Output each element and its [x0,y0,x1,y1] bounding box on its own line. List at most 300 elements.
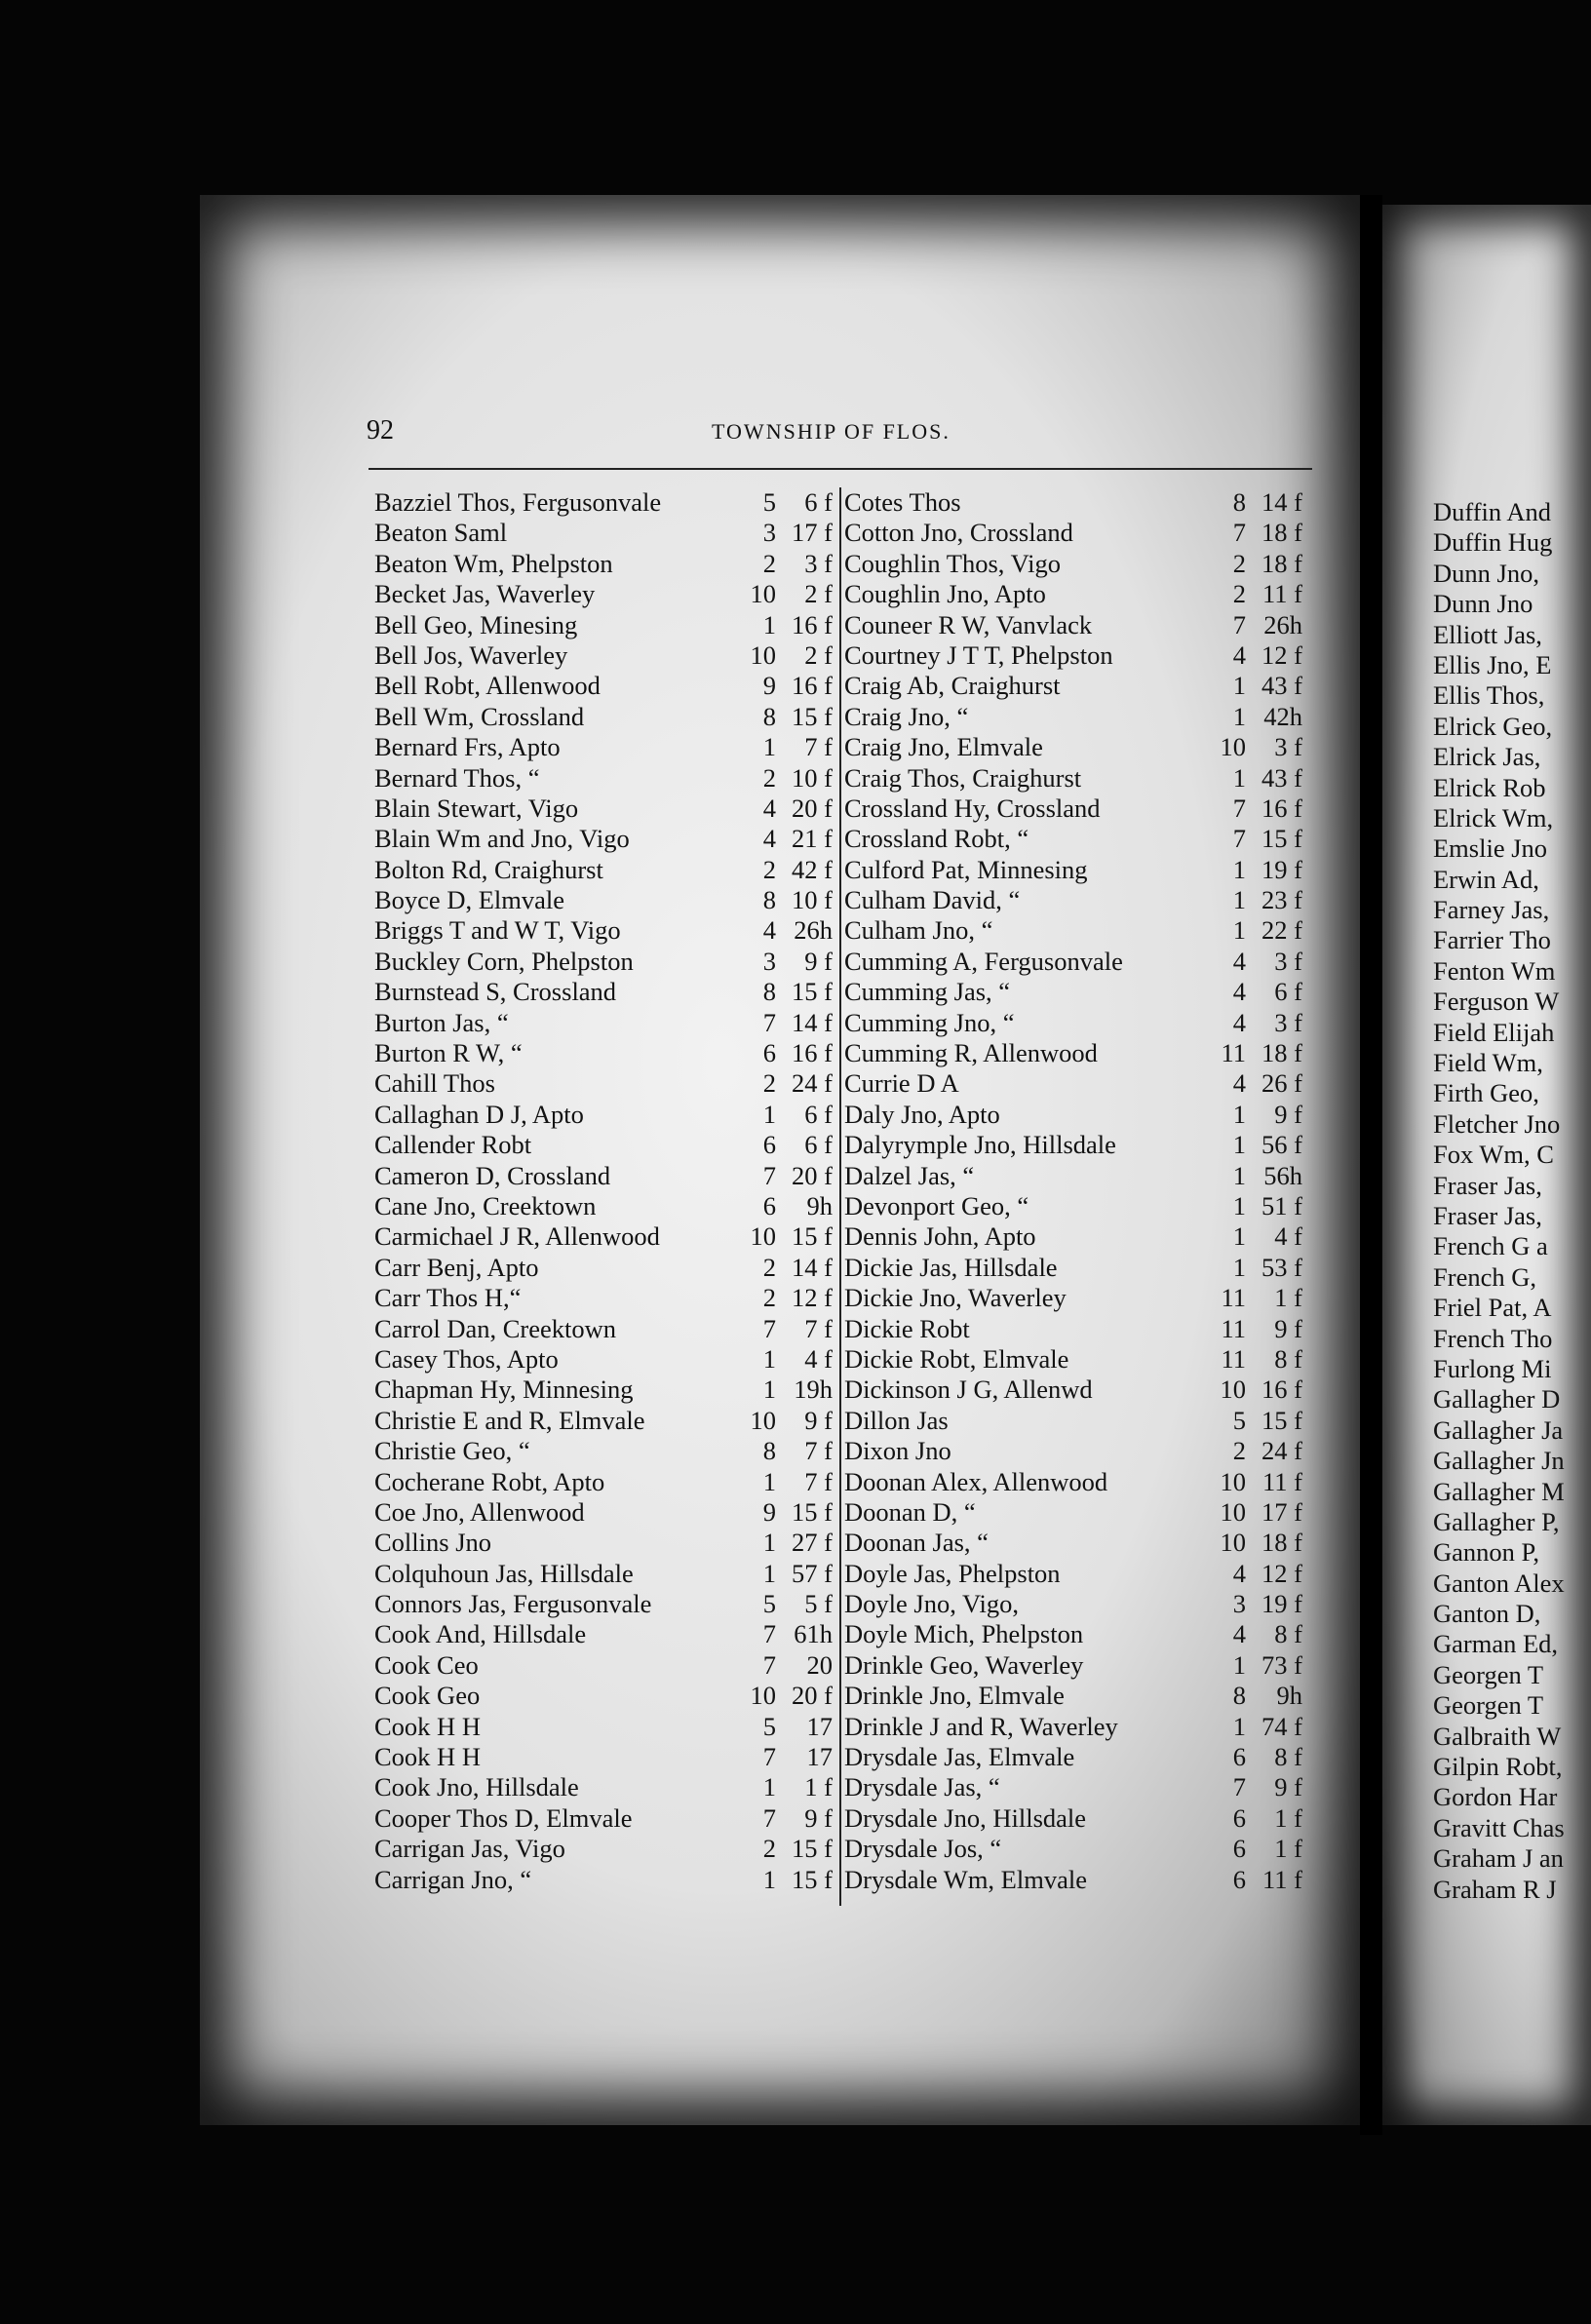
entry-lot: 61h [794,1619,833,1649]
entry-name: Devonport Geo, “ [844,1190,1029,1220]
entry-name: Callaghan D J, Apto [374,1099,584,1129]
entry-name: Cotes Thos [844,487,961,517]
list-item [844,1283,1302,1313]
entry-lot: 9 f [804,946,833,976]
list-item [844,1528,1302,1558]
list-item: Farney Jas, [1433,895,1550,925]
entry-lot: 9 f [1274,1313,1302,1343]
entry-name: Bernard Thos, “ [374,762,540,793]
entry-name: Cumming R, Allenwood [844,1038,1098,1068]
entry-name: Burnstead S, Crossland [374,977,617,1007]
entry-concession: 4 [1232,1558,1246,1588]
entry-name: Doonan Alex, Allenwood [844,1466,1108,1496]
entry-name: Dalyrymple Jno, Hillsdale [844,1130,1116,1160]
entry-name: Dickinson J G, Allenwd [844,1375,1093,1405]
adjacent-page [1382,205,1591,2125]
entry-name: Crossland Hy, Crossland [844,793,1101,823]
entry-lot: 9h [806,1190,833,1220]
entry-lot: 9 f [1274,1099,1302,1129]
entry-lot: 14 f [792,1007,833,1037]
entry-lot: 42 f [792,854,833,884]
entry-name: Casey Thos, Apto [374,1343,559,1374]
entry-lot: 9 f [804,1405,833,1435]
entry-name: Cane Jno, Creektown [374,1190,597,1220]
column-divider [839,487,841,1906]
list-item [374,1038,833,1068]
entry-name: Drysdale Jas, “ [844,1772,1000,1802]
entry-name: Cumming A, Fergusonvale [844,946,1123,976]
entry-lot: 3 f [1274,946,1302,976]
entry-lot: 26h [1263,609,1302,639]
entry-lot: 3 f [1274,1007,1302,1037]
entry-name: Culford Pat, Minnesing [844,854,1088,884]
entry-lot: 18 f [1261,548,1302,578]
list-item [374,1161,833,1191]
list-item [374,702,833,732]
entry-concession: 1 [762,609,776,639]
list-item [374,487,833,518]
entry-concession: 4 [1232,1007,1246,1037]
entry-concession: 8 [1232,487,1246,517]
entry-lot: 6 f [804,1130,833,1160]
list-item [374,1314,833,1344]
list-item [374,732,833,762]
entry-lot: 43 f [1261,671,1302,701]
entry-lot: 21 f [792,824,833,854]
entry-lot: 1 f [1274,1802,1302,1833]
entry-name: Carr Benj, Apto [374,1252,539,1282]
entry-concession: 7 [762,1742,776,1772]
entry-concession: 10 [750,579,776,609]
list-item: Fraser Jas, [1433,1170,1542,1200]
entry-lot: 1 f [804,1772,833,1802]
entry-lot: 56h [1263,1160,1302,1190]
entry-name: Daly Jno, Apto [844,1099,1000,1129]
list-item: Field Elijah [1433,1017,1555,1047]
entry-concession: 10 [1220,732,1246,762]
list-item [374,915,833,946]
list-item: Dunn Jno, [1433,558,1539,588]
entry-concession: 1 [1232,762,1246,793]
entry-lot: 16 f [792,1038,833,1068]
entry-lot: 57 f [792,1558,833,1588]
entry-concession: 4 [1232,946,1246,976]
list-item [844,1038,1302,1068]
entry-lot: 19 f [1261,854,1302,884]
entry-concession: 1 [762,732,776,762]
entry-name: Dickie Robt, Elmvale [844,1343,1069,1374]
entry-name: Bolton Rd, Craighurst [374,854,603,884]
entry-name: Cocherane Robt, Apto [374,1466,605,1496]
entry-name: Bazziel Thos, Fergusonvale [374,487,662,517]
entry-lot: 42h [1263,701,1302,731]
entry-name: Currie D A [844,1068,959,1099]
list-item: Gallagher M [1433,1476,1565,1506]
list-item [844,855,1302,885]
entry-lot: 11 f [1262,579,1302,609]
entry-name: Bell Wm, Crossland [374,701,585,731]
entry-concession: 6 [762,1190,776,1220]
entry-lot: 1 f [1274,1283,1302,1313]
list-item [844,610,1302,640]
entry-lot: 15 f [792,977,833,1007]
left-column [374,487,833,1895]
entry-lot: 18 f [1261,1528,1302,1558]
entry-name: Craig Ab, Craighurst [844,671,1061,701]
list-item: French Tho [1433,1323,1553,1353]
entry-lot: 15 f [1261,1405,1302,1435]
entry-lot: 51 f [1261,1190,1302,1220]
entry-concession: 3 [762,518,776,548]
list-item [374,1467,833,1497]
entry-lot: 20 f [792,1160,833,1190]
entry-concession: 1 [1232,1252,1246,1282]
entry-name: Cumming Jas, “ [844,977,1011,1007]
entry-lot: 5 f [804,1589,833,1619]
entry-name: Becket Jas, Waverley [374,579,596,609]
entry-concession: 8 [1232,1681,1246,1711]
entry-name: Doyle Jas, Phelpston [844,1558,1061,1588]
entry-name: Drysdale Wm, Elmvale [844,1864,1087,1894]
list-item: Elrick Geo, [1433,711,1553,741]
entry-concession: 2 [762,854,776,884]
entry-concession: 2 [762,1834,776,1864]
entry-lot: 9 f [1274,1772,1302,1802]
entry-name: Cooper Thos D, Elmvale [374,1802,633,1833]
entry-name: Cumming Jno, “ [844,1007,1015,1037]
entry-concession: 5 [762,1711,776,1741]
entry-name: Doyle Mich, Phelpston [844,1619,1084,1649]
list-item [374,1221,833,1252]
list-item [844,1559,1302,1589]
entry-concession: 1 [1232,915,1246,946]
list-item [374,1253,833,1283]
entry-lot: 20 [806,1649,833,1680]
list-item [844,1191,1302,1221]
entry-name: Dalzel Jas, “ [844,1160,975,1190]
page-number: 92 [367,415,394,445]
entry-name: Craig Thos, Craighurst [844,762,1082,793]
entry-concession: 4 [1232,639,1246,670]
entry-name: Craig Jno, “ [844,701,969,731]
list-item [374,1100,833,1130]
list-item: Duffin And [1433,497,1551,526]
list-item [844,1314,1302,1344]
list-item [374,1528,833,1558]
entry-concession: 5 [1232,1405,1246,1435]
list-item [844,1221,1302,1252]
entry-name: Coughlin Thos, Vigo [844,548,1061,578]
entry-lot: 6 f [804,487,833,517]
list-item [844,1467,1302,1497]
entry-name: Christie Geo, “ [374,1436,530,1466]
list-item: Gilpin Robt, [1433,1752,1563,1782]
list-item: Friel Pat, A [1433,1293,1552,1323]
entry-lot: 20 f [792,1681,833,1711]
entry-concession: 1 [762,1466,776,1496]
entry-name: Cahill Thos [374,1068,495,1099]
entry-concession: 6 [1232,1834,1246,1864]
entry-lot: 26 f [1261,1068,1302,1099]
entry-concession: 2 [1232,1436,1246,1466]
list-item [844,1100,1302,1130]
entry-concession: 6 [1232,1802,1246,1833]
entry-name: Burton R W, “ [374,1038,523,1068]
entry-concession: 10 [750,1221,776,1252]
list-item [374,610,833,640]
entry-name: Briggs T and W T, Vigo [374,915,621,946]
entry-concession: 1 [762,1772,776,1802]
entry-lot: 4 f [1274,1221,1302,1252]
entry-concession: 1 [762,1558,776,1588]
entry-name: Bell Jos, Waverley [374,639,568,670]
entry-concession: 10 [1220,1466,1246,1496]
entry-concession: 7 [762,1802,776,1833]
entry-name: Carrigan Jas, Vigo [374,1834,565,1864]
entry-concession: 6 [1232,1742,1246,1772]
list-item: Emslie Jno [1433,833,1548,864]
entry-lot: 56 f [1261,1130,1302,1160]
list-item: Georgen T [1433,1659,1544,1689]
entry-concession: 10 [1220,1528,1246,1558]
entry-name: Connors Jas, Fergusonvale [374,1589,652,1619]
list-item [374,1130,833,1160]
list-item: Duffin Hug [1433,527,1553,558]
list-item [374,1681,833,1711]
entry-name: Drinkle Geo, Waverley [844,1649,1084,1680]
entry-lot: 27 f [792,1528,833,1558]
entry-name: Dillon Jas [844,1405,949,1435]
list-item [374,640,833,671]
entry-concession: 1 [762,1099,776,1129]
entry-lot: 16 f [1261,1375,1302,1405]
entry-lot: 10 f [792,762,833,793]
entry-lot: 12 f [792,1283,833,1313]
list-item [374,794,833,824]
entry-lot: 7 f [804,1466,833,1496]
entry-name: Chapman Hy, Minnesing [374,1375,634,1405]
entry-concession: 5 [762,1589,776,1619]
list-item [844,1161,1302,1191]
entry-name: Dixon Jno [844,1436,951,1466]
entry-concession: 1 [1232,1711,1246,1741]
entry-concession: 7 [1232,793,1246,823]
list-item [844,824,1302,854]
entry-lot: 7 f [804,1436,833,1466]
list-item [844,640,1302,671]
list-item: Furlong Mi [1433,1353,1552,1383]
list-item [374,579,833,609]
entry-concession: 2 [762,548,776,578]
entry-concession: 1 [1232,1130,1246,1160]
list-item: Erwin Ad, [1433,864,1539,894]
entry-name: Cook Geo [374,1681,481,1711]
entry-name: Coe Jno, Allenwood [374,1496,585,1527]
entry-name: Christie E and R, Elmvale [374,1405,645,1435]
entry-concession: 5 [762,487,776,517]
list-item [844,732,1302,762]
entry-concession: 2 [762,762,776,793]
list-item: Elrick Jas, [1433,742,1541,772]
list-item [374,1803,833,1834]
entry-name: Cameron D, Crossland [374,1160,611,1190]
list-item: Dunn Jno [1433,589,1533,619]
entry-concession: 11 [1221,1313,1246,1343]
entry-concession: 6 [762,1038,776,1068]
list-item: French G, [1433,1261,1536,1292]
entry-lot: 19 f [1261,1589,1302,1619]
entry-lot: 6 f [1274,977,1302,1007]
entry-concession: 1 [1232,671,1246,701]
list-item [844,1253,1302,1283]
entry-concession: 10 [750,1405,776,1435]
entry-concession: 8 [762,1436,776,1466]
entry-concession: 8 [762,977,776,1007]
list-item: Fox Wm, C [1433,1140,1554,1170]
list-item: Farrier Tho [1433,925,1551,955]
entry-name: Culham Jno, “ [844,915,993,946]
list-item: Gannon P, [1433,1537,1539,1568]
entry-concession: 4 [1232,977,1246,1007]
list-item [844,947,1302,977]
entry-lot: 17 [806,1742,833,1772]
entry-lot: 53 f [1261,1252,1302,1282]
entry-name: Cook Ceo [374,1649,479,1680]
entry-concession: 7 [762,1160,776,1190]
list-item [374,763,833,794]
list-item: Ganton Alex [1433,1568,1565,1598]
entry-lot: 74 f [1261,1711,1302,1741]
entry-concession: 1 [762,1864,776,1894]
list-item: Graham R J [1433,1874,1557,1904]
entry-name: Carr Thos H,“ [374,1283,522,1313]
list-item [844,1650,1302,1681]
entry-lot: 19h [794,1375,833,1405]
running-head: TOWNSHIP OF FLOS. [712,419,951,444]
list-item [844,1130,1302,1160]
list-item [844,1834,1302,1864]
entry-name: Doyle Jno, Vigo, [844,1589,1020,1619]
list-item [374,947,833,977]
list-item: Fraser Jas, [1433,1200,1542,1230]
entry-name: Bell Robt, Allenwood [374,671,601,701]
entry-concession: 10 [750,639,776,670]
entry-lot: 1 f [1274,1834,1302,1864]
entry-name: Buckley Corn, Phelpston [374,946,634,976]
list-item: Fletcher Jno [1433,1108,1561,1139]
list-item [374,1191,833,1221]
header-rule [369,468,1312,470]
list-item: Gordon Har [1433,1782,1558,1812]
entry-concession: 1 [1232,1160,1246,1190]
entry-name: Cotton Jno, Crossland [844,518,1073,548]
entry-name: Craig Jno, Elmvale [844,732,1043,762]
entry-concession: 1 [762,1343,776,1374]
list-item: Graham J an [1433,1843,1564,1874]
entry-name: Bernard Frs, Apto [374,732,561,762]
page-gutter [1360,195,1382,2135]
entry-concession: 1 [1232,1190,1246,1220]
entry-concession: 7 [1232,1772,1246,1802]
entry-name: Drysdale Jas, Elmvale [844,1742,1075,1772]
list-item [374,1436,833,1466]
entry-lot: 18 f [1261,518,1302,548]
entry-lot: 4 f [804,1343,833,1374]
entry-concession: 7 [762,1007,776,1037]
entry-concession: 8 [762,701,776,731]
list-item [374,1559,833,1589]
list-item [374,1008,833,1038]
list-item [844,702,1302,732]
list-item [374,1406,833,1436]
list-item [374,1589,833,1619]
entry-name: Culham David, “ [844,885,1021,915]
entry-concession: 1 [1232,854,1246,884]
list-item [844,1619,1302,1649]
list-item [844,1865,1302,1895]
list-item [844,1497,1302,1528]
entry-lot: 16 f [792,609,833,639]
list-item [374,855,833,885]
entry-name: Bell Geo, Minesing [374,609,578,639]
entry-concession: 4 [762,915,776,946]
entry-concession: 11 [1221,1038,1246,1068]
list-item [844,1681,1302,1711]
entry-name: Callender Robt [374,1130,532,1160]
list-item: Gallagher D [1433,1384,1561,1414]
entry-concession: 1 [1232,1649,1246,1680]
entry-lot: 12 f [1261,639,1302,670]
list-item: Garman Ed, [1433,1629,1559,1659]
entry-concession: 2 [762,1068,776,1099]
entry-lot: 22 f [1261,915,1302,946]
list-item [374,1283,833,1313]
list-item [374,671,833,701]
list-item [844,1742,1302,1772]
list-item: Ferguson W [1433,987,1560,1017]
entry-lot: 3 f [1274,732,1302,762]
entry-name: Carmichael J R, Allenwood [374,1221,660,1252]
entry-concession: 10 [750,1681,776,1711]
list-item [844,1008,1302,1038]
list-item: Field Wm, [1433,1048,1543,1078]
list-item: Galbraith W [1433,1721,1562,1751]
entry-name: Dennis John, Apto [844,1221,1036,1252]
entry-name: Beaton Saml [374,518,508,548]
list-item [844,1589,1302,1619]
entry-lot: 15 f [792,1221,833,1252]
entry-name: Cook And, Hillsdale [374,1619,587,1649]
list-item [844,671,1302,701]
entry-lot: 15 f [792,701,833,731]
entry-concession: 1 [1232,1099,1246,1129]
entry-concession: 2 [1232,579,1246,609]
entry-concession: 4 [1232,1619,1246,1649]
entry-concession: 1 [1232,1221,1246,1252]
entry-name: Dickie Robt [844,1313,970,1343]
entry-concession: 11 [1221,1343,1246,1374]
entry-concession: 2 [762,1283,776,1313]
list-item: Ellis Thos, [1433,680,1545,711]
entry-concession: 8 [762,885,776,915]
entry-name: Carrol Dan, Creektown [374,1313,616,1343]
entry-concession: 6 [762,1130,776,1160]
list-item [844,1375,1302,1405]
list-item [374,977,833,1007]
list-item [374,1712,833,1742]
entry-name: Burton Jas, “ [374,1007,509,1037]
list-item [374,1650,833,1681]
